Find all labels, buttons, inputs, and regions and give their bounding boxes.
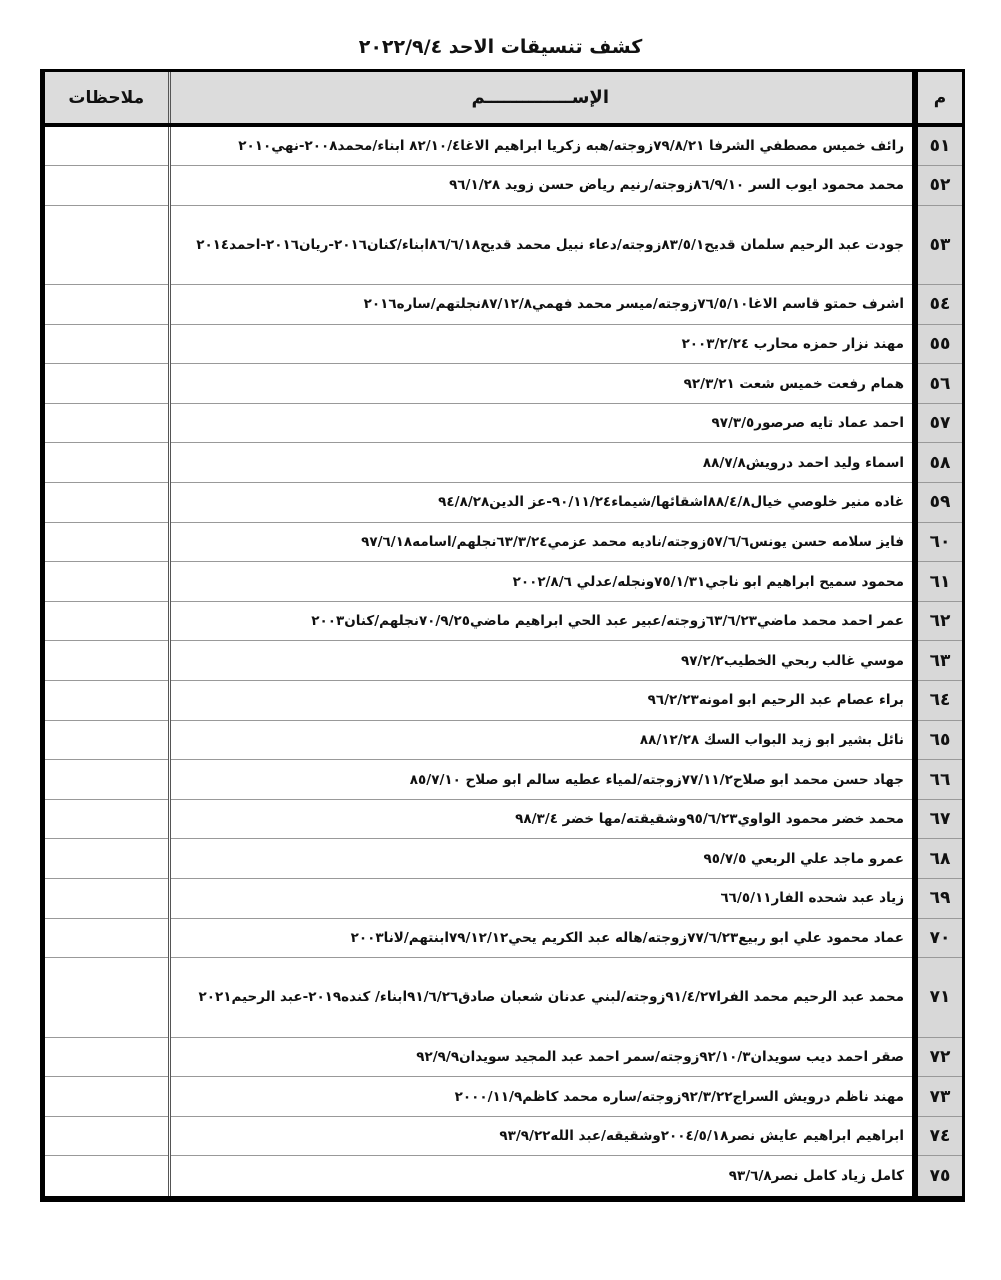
coordination-table	[40, 69, 965, 1202]
table-row	[45, 522, 962, 562]
header-name: الإســــــــــــــم	[169, 72, 915, 125]
row-number: ٦٣	[915, 641, 962, 681]
table-row	[45, 760, 962, 800]
table-row	[45, 324, 962, 364]
row-number: ٥٨	[915, 443, 962, 483]
row-name: فايز سلامه حسن يونس٥٧/٦/٦زوجته/ناديه محمد عزمي٦٣/٣/٢٤نجلهم/اسامه٩٧/٦/١٨	[169, 522, 915, 562]
row-name: عمر احمد محمد ماضي٦٣/٦/٢٣زوجته/عبير عبد الحي ابراهيم ماضي٧٠/٩/٢٥نجلهم/كنان٢٠٠٣	[169, 601, 915, 641]
header-notes: ملاحظات	[45, 72, 169, 125]
row-number: ٥٥	[915, 324, 962, 364]
row-number: ٥٤	[915, 285, 962, 325]
row-notes	[45, 443, 169, 483]
row-number: ٥٩	[915, 483, 962, 523]
row-notes	[45, 1156, 169, 1196]
table-row	[45, 879, 962, 919]
row-notes	[45, 125, 169, 166]
table-row	[45, 1037, 962, 1077]
row-name: محمود سميح ابراهيم ابو ناجي٧٥/١/٣١ونجله/عدلي ٢٠٠٢/٨/٦	[169, 562, 915, 602]
row-notes	[45, 681, 169, 721]
row-notes	[45, 403, 169, 443]
row-notes	[45, 879, 169, 919]
row-name: ابراهيم ابراهيم عايش نصر٢٠٠٤/٥/١٨وشقيقه/عبد الله٩٣/٩/٢٢	[169, 1116, 915, 1156]
row-name: صقر احمد ديب سويدان٩٢/١٠/٣زوجته/سمر احمد عبد المجيد سويدان٩٢/٩/٩	[169, 1037, 915, 1077]
row-notes	[45, 364, 169, 404]
row-number: ٧١	[915, 958, 962, 1038]
table-row	[45, 364, 962, 404]
row-name: مهند ناظم درويش السراج٩٢/٣/٢٢زوجته/ساره محمد كاظم٢٠٠٠/١١/٩	[169, 1077, 915, 1117]
table-row	[45, 166, 962, 206]
row-name: محمد خضر محمود الواوي٩٥/٦/٢٣وشقيقته/مها خضر ٩٨/٣/٤	[169, 799, 915, 839]
row-name: محمد عبد الرحيم محمد الفرا٩١/٤/٢٧زوجته/لبني عدنان شعبان صادق٩١/٦/٢٦ابناء/ كنده٢٠١٩-عبد الرحيم٢٠٢١	[169, 958, 915, 1038]
row-number: ٧٤	[915, 1116, 962, 1156]
table-row	[45, 839, 962, 879]
row-number: ٥٣	[915, 205, 962, 285]
table-row	[45, 601, 962, 641]
row-notes	[45, 839, 169, 879]
row-name: غاده منير خلوصي خيال٨٨/٤/٨اشقائها/شيماء٩٠/١١/٢٤-عز الدين٩٤/٨/٢٨	[169, 483, 915, 523]
header-number: م	[915, 72, 962, 125]
row-name: كامل زياد كامل نصر٩٣/٦/٨	[169, 1156, 915, 1196]
table-row	[45, 125, 962, 166]
row-notes	[45, 720, 169, 760]
table-row	[45, 1156, 962, 1196]
row-notes	[45, 562, 169, 602]
row-notes	[45, 1116, 169, 1156]
row-notes	[45, 760, 169, 800]
row-name: اسماء وليد احمد درويش٨٨/٧/٨	[169, 443, 915, 483]
row-number: ٦٤	[915, 681, 962, 721]
row-name: محمد محمود ايوب السر ٨٦/٩/١٠زوجته/رنيم رياض حسن زويد ٩٦/١/٢٨	[169, 166, 915, 206]
row-number: ٦٦	[915, 760, 962, 800]
row-name: جهاد حسن محمد ابو صلاح٧٧/١١/٢زوجته/لمياء عطيه سالم ابو صلاح ٨٥/٧/١٠	[169, 760, 915, 800]
row-notes	[45, 285, 169, 325]
row-notes	[45, 1077, 169, 1117]
table-row	[45, 958, 962, 1038]
row-number: ٦١	[915, 562, 962, 602]
row-name: اشرف حمتو قاسم الاغا٧٦/٥/١٠زوجته/ميسر محمد فهمي٨٧/١٢/٨نجلتهم/ساره٢٠١٦	[169, 285, 915, 325]
row-notes	[45, 324, 169, 364]
table-row	[45, 403, 962, 443]
row-number: ٧٣	[915, 1077, 962, 1117]
row-name: نائل بشير ابو زيد البواب السك ٨٨/١٢/٢٨	[169, 720, 915, 760]
row-notes	[45, 799, 169, 839]
row-number: ٧٥	[915, 1156, 962, 1196]
row-notes	[45, 958, 169, 1038]
row-name: احمد عماد تايه صرصور٩٧/٣/٥	[169, 403, 915, 443]
row-notes	[45, 918, 169, 958]
row-number: ٥٧	[915, 403, 962, 443]
row-name: عمرو ماجد علي الربعي ٩٥/٧/٥	[169, 839, 915, 879]
row-number: ٦٨	[915, 839, 962, 879]
row-notes	[45, 1037, 169, 1077]
row-number: ٥٦	[915, 364, 962, 404]
row-name: عماد محمود علي ابو ربيع٧٧/٦/٢٣زوجته/هاله عبد الكريم يحي٧٩/١٢/١٢ابنتهم/لانا٢٠٠٣	[169, 918, 915, 958]
row-number: ٦٥	[915, 720, 962, 760]
table-row	[45, 562, 962, 602]
row-name: زياد عبد شحده الفار٦٦/٥/١١	[169, 879, 915, 919]
row-number: ٧٠	[915, 918, 962, 958]
row-number: ٧٢	[915, 1037, 962, 1077]
row-number: ٦٢	[915, 601, 962, 641]
table-row	[45, 918, 962, 958]
table-header-row	[45, 72, 962, 125]
row-notes	[45, 641, 169, 681]
row-name: رائف خميس مصطفي الشرفا ٧٩/٨/٢١زوجته/هبه زكريا ابراهيم الاغا٨٢/١٠/٤ ابناء/محمد٢٠٠٨-نهي٢٠١٠	[169, 125, 915, 166]
row-number: ٥١	[915, 125, 962, 166]
table-row	[45, 681, 962, 721]
table-row	[45, 205, 962, 285]
row-number: ٥٢	[915, 166, 962, 206]
row-name: موسي غالب ربحي الخطيب٩٧/٢/٢	[169, 641, 915, 681]
row-name: مهند نزار حمزه محارب ٢٠٠٣/٢/٢٤	[169, 324, 915, 364]
table-row	[45, 641, 962, 681]
row-number: ٦٩	[915, 879, 962, 919]
row-notes	[45, 205, 169, 285]
row-name: همام رفعت خميس شعت ٩٢/٣/٢١	[169, 364, 915, 404]
row-name: براء عصام عبد الرحيم ابو امونه٩٦/٢/٢٣	[169, 681, 915, 721]
row-number: ٦٠	[915, 522, 962, 562]
table-row	[45, 799, 962, 839]
row-notes	[45, 522, 169, 562]
table-row	[45, 1116, 962, 1156]
table-row	[45, 1077, 962, 1117]
table-row	[45, 285, 962, 325]
row-name: جودت عبد الرحيم سلمان قديح٨٣/٥/١زوجته/دعاء نبيل محمد قديح٨٦/٦/١٨ابناء/كنان٢٠١٦-ريان٢٠١٦-احمد٢٠١٤	[169, 205, 915, 285]
row-number: ٦٧	[915, 799, 962, 839]
table-row	[45, 483, 962, 523]
page-title: كشف تنسيقات الاحد ٢٠٢٢/٩/٤	[358, 36, 643, 58]
row-notes	[45, 483, 169, 523]
table-row	[45, 443, 962, 483]
row-notes	[45, 601, 169, 641]
row-notes	[45, 166, 169, 206]
table-row	[45, 720, 962, 760]
